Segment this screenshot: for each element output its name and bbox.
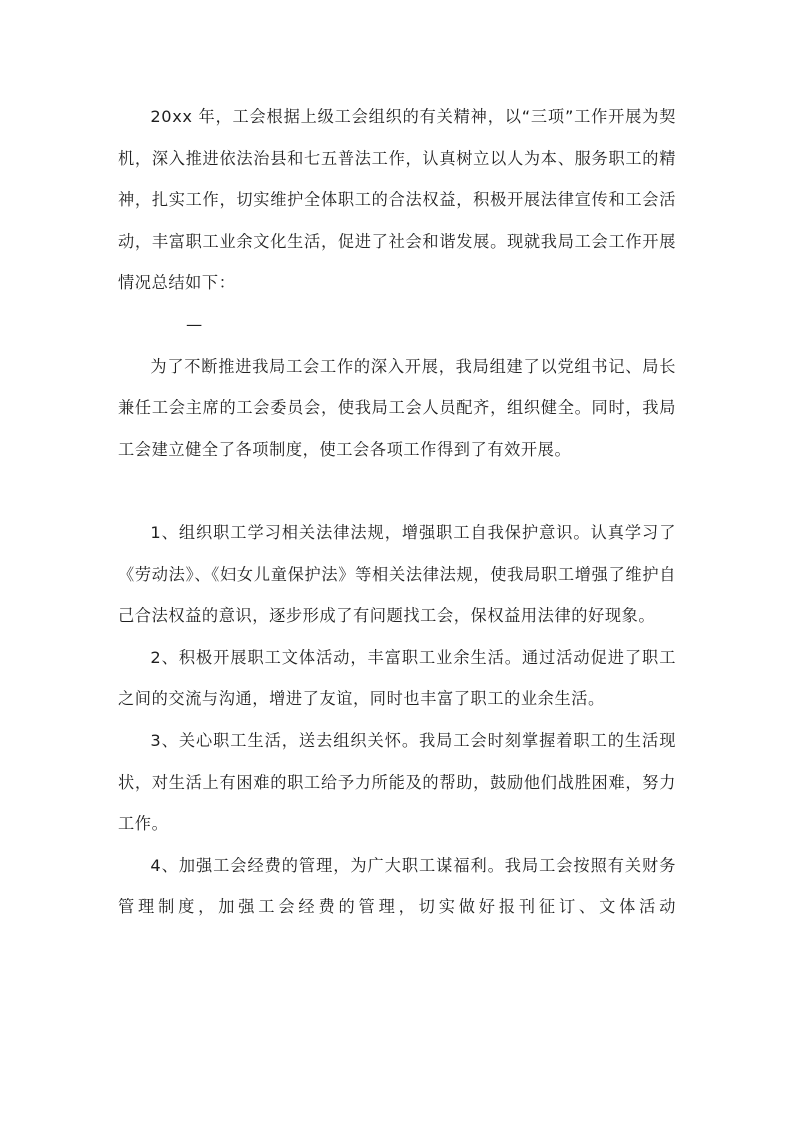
blank-line [118,470,676,512]
item-paragraph-4: 4、加强工会经费的管理，为广大职工谋福利。我局工会按照有关财务管理制度，加强工会经费的管理，切实做好报刊征订、文体活动 [118,855,676,917]
section-marker: — [186,314,203,334]
item-paragraph-1: 1、组织职工学习相关法律法规，增强职工自我保护意识。认真学习了《劳动法》、《妇女儿童保护法》等相关法律法规，使我局职工增强了维护自己合法权益的意识，逐步形成了有问题找工会，保权益用法律的好现象。 [118,522,676,626]
item-paragraph-3: 3、关心职工生活，送去组织关怀。我局工会时刻掌握着职工的生活现状，对生活上有困难的职工给予力所能及的帮助，鼓励他们战胜困难，努力工作。 [118,730,676,834]
section-paragraph: 为了不断推进我局工会工作的深入开展，我局组建了以党组书记、局长兼任工会主席的工会委员会，使我局工会人员配齐，组织健全。同时，我局工会建立健全了各项制度，使工会各项工作得到了有效开展。 [118,356,676,459]
item-paragraph-2: 2、积极开展职工文体活动，丰富职工业余生活。通过活动促进了职工之间的交流与沟通，增进了友谊，同时也丰富了职工的业余生活。 [118,647,676,709]
intro-paragraph: 20xx 年，工会根据上级工会组织的有关精神，以“三项”工作开展为契机，深入推进依法治县和七五普法工作，认真树立以人为本、服务职工的精神，扎实工作，切实维护全体职工的合法权益，积极开展法律宣传和工会活动，丰富职工业余文化生活，促进了社会和谐发展。现就我局工会工作开展情况总结如下： [118,107,676,293]
document-page [118,96,676,928]
